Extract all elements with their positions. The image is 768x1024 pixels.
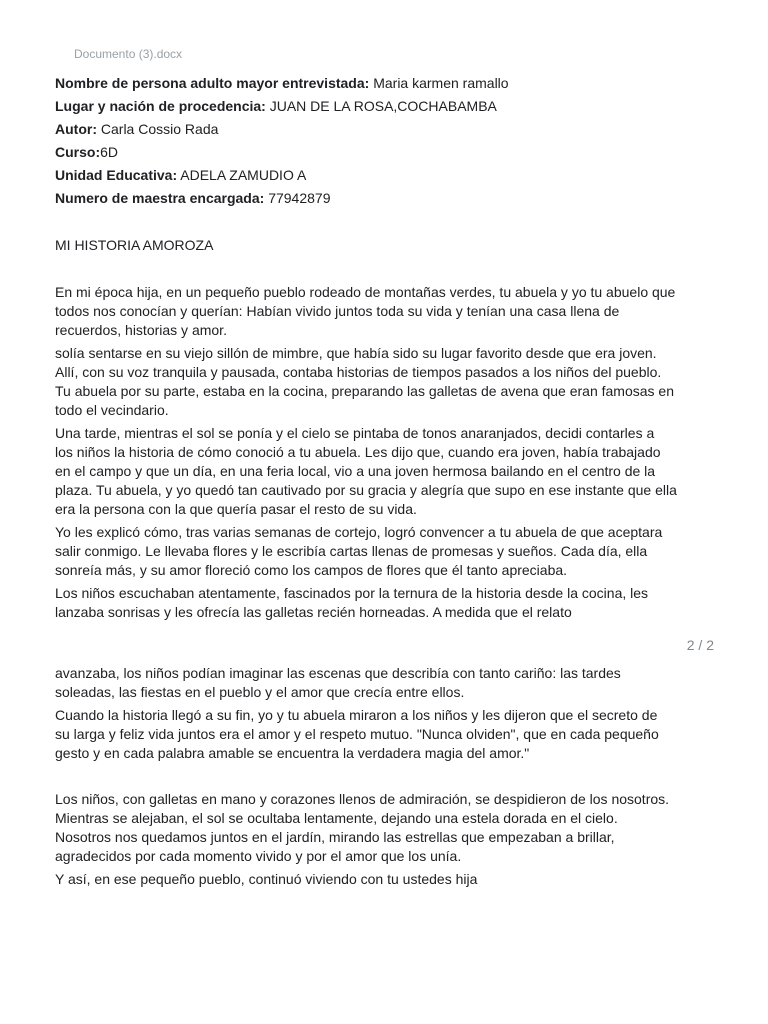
story-title <box>55 236 725 255</box>
meta-value: 6D <box>100 144 119 160</box>
text-line: sonreía más, y su amor floreció como los campos de flores que él tanto apreciaba. <box>55 562 568 578</box>
paragraph <box>55 706 725 763</box>
meta-label: Lugar y nación de procedencia: <box>55 98 266 114</box>
text-line: en el campo y que un día, en una feria local, vio a una joven hermosa bailando en el centro de la <box>55 463 656 479</box>
text-line: Los niños escuchaban atentamente, fascinados por la ternura de la historia desde la cocina, les <box>55 585 649 601</box>
text-line: todos nos conocían y querían: Habían vivido juntos toda su vida y tenían una casa llena de <box>55 303 620 319</box>
text-line: su larga y feliz vida juntos era el amor y el respeto mutuo. "Nunca olviden", que en cada pequeño <box>55 726 659 742</box>
meta-value: 77942879 <box>264 190 331 206</box>
text-line: Cuando la historia llegó a su fin, yo y tu abuela miraron a los niños y les dijeron que el secreto de <box>55 707 658 723</box>
text-line: salir conmigo. Le llevaba flores y le escribía cartas llenas de promesas y sueños. Cada día, ella <box>55 543 648 559</box>
meta-label: Curso: <box>55 144 101 160</box>
text-line: Una tarde, mientras el sol se ponía y el cielo se pintaba de tonos anaranjados, decidi contarles a <box>55 425 655 441</box>
meta-value: JUAN DE LA ROSA,COCHABAMBA <box>265 98 497 114</box>
metadata-block <box>55 72 725 210</box>
text-line: era la persona con la que quería pasar el resto de su vida. <box>55 501 417 517</box>
text-line: Allí, con su voz tranquila y pausada, contaba historias de tiempos pasados a los niños del pueblo. <box>55 364 662 380</box>
meta-value: ADELA ZAMUDIO A <box>177 167 307 183</box>
text-line: Mientras se alejaban, el sol se ocultaba lentamente, dejando una estela dorada en el cielo. <box>55 810 618 826</box>
paragraph <box>55 424 725 519</box>
text-line: Los niños, con galletas en mano y corazones llenos de admiración, se despidieron de los nosotros. <box>55 791 670 807</box>
text-line: Yo les explicó cómo, tras varias semanas de cortejo, logró convencer a tu abuela de que aceptara <box>55 524 663 540</box>
paragraph <box>55 584 725 622</box>
document-filename: Documento (3).docx <box>74 47 183 61</box>
paragraph <box>55 870 725 889</box>
meta-value: Maria karmen ramallo <box>369 75 509 91</box>
paragraph <box>55 283 725 340</box>
paragraph <box>55 664 725 702</box>
meta-row-school <box>55 164 725 187</box>
page-2-body-top <box>55 664 725 767</box>
meta-label: Nombre de persona adulto mayor entrevistada: <box>55 75 370 91</box>
meta-row-teacher-number <box>55 187 725 210</box>
text-line: agradecidos por cada momento vivido y por el amor que los unía. <box>55 848 462 864</box>
paragraph <box>55 344 725 420</box>
meta-row-course <box>55 141 725 164</box>
meta-row-origin <box>55 95 725 118</box>
paragraph <box>55 790 725 866</box>
page-2-body-bottom <box>55 790 725 893</box>
text-line: todo el vecindario. <box>55 402 169 418</box>
meta-row-interviewee <box>55 72 725 95</box>
page-1-body <box>55 283 725 626</box>
text-line: Y así, en ese pequeño pueblo, continuó viviendo con tu ustedes hija <box>55 871 478 887</box>
meta-label: Unidad Educativa: <box>55 167 178 183</box>
text-line: plaza. Tu abuela, y yo quedó tan cautivado por su gracia y alegría que supo en ese instante que ella <box>55 482 677 498</box>
text-line: lanzaba sonrisas y les ofrecía las galletas recién horneadas. A medida que el relato <box>55 604 572 620</box>
text-line: solía sentarse en su viejo sillón de mimbre, que había sido su lugar favorito desde que era joven. <box>55 345 657 361</box>
text-line: Nosotros nos quedamos juntos en el jardín, mirando las estrellas que empezaban a brillar, <box>55 829 615 845</box>
text-line: En mi época hija, en un pequeño pueblo rodeado de montañas verdes, tu abuela y yo tu abuelo que <box>55 284 676 300</box>
page-counter: 2 / 2 <box>686 637 714 653</box>
text-line: los niños la historia de cómo conoció a tu abuela. Les dijo que, cuando era joven, había trabajado <box>55 444 661 460</box>
meta-label: Numero de maestra encargada: <box>55 190 265 206</box>
text-line: avanzaba, los niños podían imaginar las escenas que describía con tanto cariño: las tardes <box>55 665 621 681</box>
text-line: soleadas, las fiestas en el pueblo y el amor que crecía entre ellos. <box>55 684 465 700</box>
text-line: Tu abuela por su parte, estaba en la cocina, preparando las galletas de avena que eran famosas en <box>55 383 675 399</box>
story-title-text: MI HISTORIA AMOROZA <box>55 237 214 253</box>
meta-row-author <box>55 118 725 141</box>
paragraph <box>55 523 725 580</box>
text-line: gesto y en cada palabra amable se encuentra la verdadera magia del amor." <box>55 745 530 761</box>
text-line: recuerdos, historias y amor. <box>55 322 227 338</box>
meta-label: Autor: <box>55 121 97 137</box>
meta-value: Carla Cossio Rada <box>97 121 219 137</box>
